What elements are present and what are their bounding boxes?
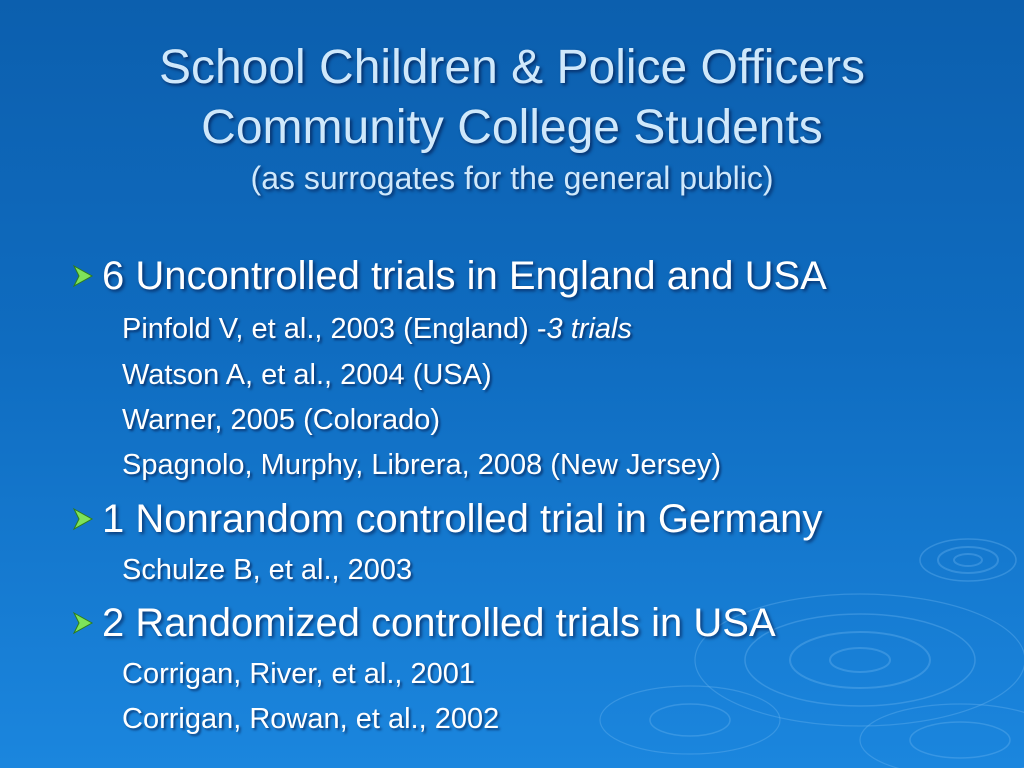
reference-text: Corrigan, River, et al., 2001: [122, 657, 476, 690]
reference-text: Warner, 2005 (Colorado): [122, 403, 441, 436]
reference-item: [122, 446, 721, 484]
title-line-1: School Children & Police Officers: [158, 41, 866, 94]
bullet-text: 6 Uncontrolled trials in England and USA: [102, 253, 827, 298]
reference-item: [122, 551, 412, 589]
reference-item: [122, 310, 632, 348]
reference-text: Corrigan, Rowan, et al., 2002: [122, 702, 500, 735]
reference-italic-note: 3 trials: [546, 312, 632, 345]
reference-text: Spagnolo, Murphy, Librera, 2008 (New Jersey): [122, 448, 722, 481]
bullet-text: 1 Nonrandom controlled trial in Germany: [102, 496, 823, 541]
reference-item: [122, 700, 499, 738]
reference-text: Pinfold V, et al., 2003 (England) -: [122, 312, 547, 345]
reference-text: Schulze B, et al., 2003: [122, 553, 413, 586]
arrowhead-bullet-icon: [72, 499, 102, 539]
bullet-item: [72, 250, 827, 302]
bullet-item: [72, 597, 776, 649]
arrowhead-bullet-icon: [72, 603, 102, 643]
title-line-2: Community College Students: [201, 101, 823, 154]
reference-item: [122, 356, 492, 394]
reference-item: [122, 655, 475, 693]
title-subtitle: (as surrogates for the general public): [250, 160, 774, 196]
reference-item: [122, 401, 440, 439]
bullet-item: [72, 493, 822, 545]
reference-text: Watson A, et al., 2004 (USA): [122, 358, 492, 391]
bullet-text: 2 Randomized controlled trials in USA: [102, 600, 776, 645]
arrowhead-bullet-icon: [72, 256, 102, 296]
